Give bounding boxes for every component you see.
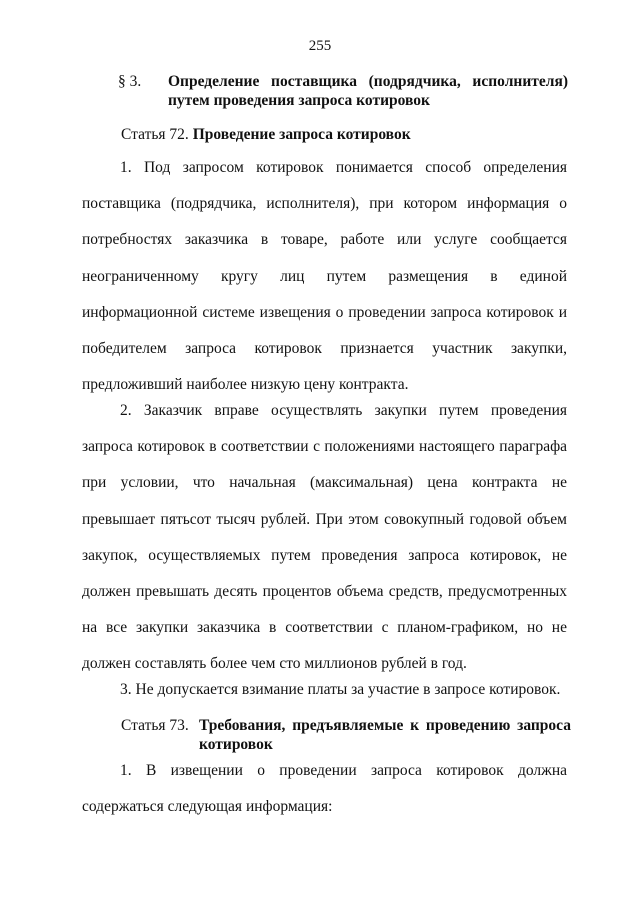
section-number: § 3. [118, 73, 142, 90]
article-73-label: Статья 73. [121, 717, 189, 734]
article-72-heading [121, 125, 571, 144]
page-number: 255 [308, 38, 332, 54]
article-72-paragraph-2: 2. Заказчик вправе осуществлять закупки путем проведения запроса котировок в соответствии с положениями настоящего параграфа при условии, что начальная (максимальная) цена контракта не превышает пятьсот тысяч рублей. При этом совокупный годовой объем закупок, осуществляемых путем проведения запроса котировок, не должен превышать десять процентов объема средств, предусмотренных на все закупки заказчика в соответствии с планом-графиком, но не должен составлять более чем сто миллионов рублей в год. [82, 402, 567, 673]
article-72-paragraph-3: 3. Не допускается взимание платы за участие в запросе котировок. [120, 681, 561, 698]
article-73-paragraph-1: 1. В извещении о проведении запроса котировок должна содержаться следующая информация: [82, 762, 567, 816]
section-title: Определение поставщика (подрядчика, исполнителя) путем проведения запроса котировок [168, 73, 568, 109]
article-73-title: Требования, предъявляемые к проведению запроса котировок [199, 717, 571, 753]
article-72-paragraph-1: 1. Под запросом котировок понимается способ определения поставщика (подрядчика, исполнителя), при котором информация о потребностях заказчика в товаре, работе или услуге сообщается неограниченному кругу лиц путем размещения в единой информационной системе извещения о проведении запроса котировок и победителем запроса котировок признается участник закупки, предложивший наиболее низкую цену контракта. [82, 159, 567, 394]
article-72-title: Проведение запроса котировок [192, 126, 411, 143]
section-heading [118, 72, 568, 110]
article-73-heading [121, 716, 571, 754]
article-72-label: Статья 72. [121, 126, 189, 143]
